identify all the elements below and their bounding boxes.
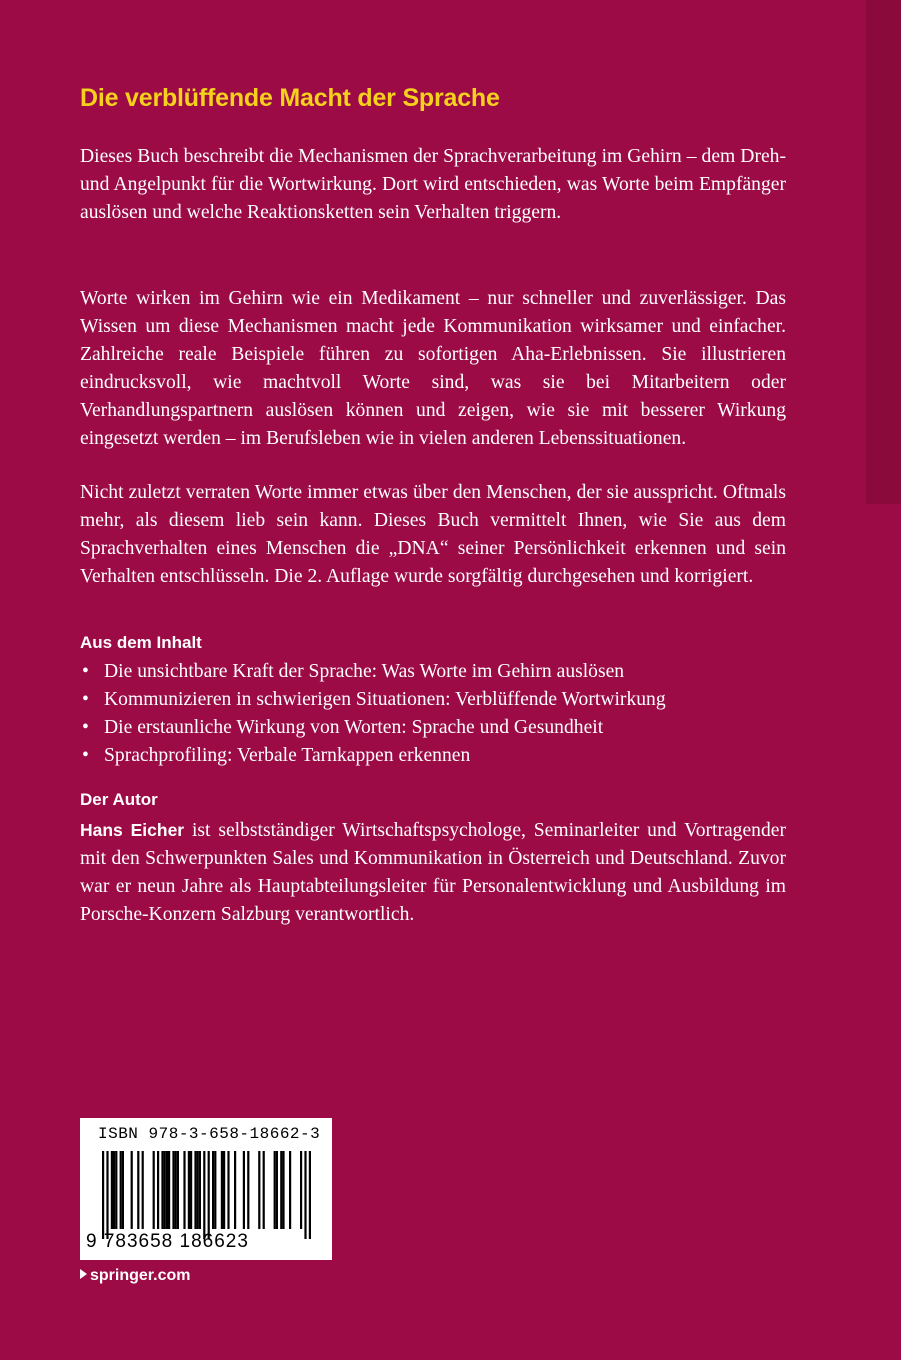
barcode-bar <box>208 1151 210 1239</box>
barcode-bar <box>106 1151 108 1239</box>
barcode-bar <box>188 1151 190 1229</box>
barcode-bar <box>214 1151 216 1229</box>
isbn-barcode <box>80 1118 332 1260</box>
list-item-text: Sprachprofiling: Verbale Tarnkappen erkennen <box>104 745 471 766</box>
barcode-bar <box>197 1151 199 1229</box>
barcode-bar <box>274 1151 276 1229</box>
barcode-bar <box>247 1151 249 1229</box>
barcode-bar <box>161 1151 163 1229</box>
barcode-bar <box>243 1151 245 1229</box>
barcode-bar <box>122 1151 124 1229</box>
spine-strip <box>866 0 901 504</box>
author-name: Hans Eicher <box>80 820 185 840</box>
barcode-bar <box>177 1151 179 1229</box>
barcode-bar <box>172 1151 174 1229</box>
list-item-text: Die erstaunliche Wirkung von Worten: Sprache und Gesundheit <box>104 717 604 738</box>
barcode-bar <box>212 1151 214 1229</box>
barcode-bar <box>120 1151 122 1229</box>
barcode-bar <box>153 1151 155 1229</box>
barcode-bar <box>300 1151 302 1229</box>
list-item-text: Kommunizieren in schwierigen Situationen: Verblüffende Wortwirkung <box>104 689 666 710</box>
list-item-text: Die unsichtbare Kraft der Sprache: Was Worte im Gehirn auslösen <box>104 661 625 682</box>
barcode-bar <box>115 1151 117 1229</box>
list-item <box>80 658 800 686</box>
barcode-bar <box>190 1151 192 1229</box>
blurb-paragraph-2: Worte wirken im Gehirn wie ein Medikament – nur schneller und zuverlässiger. Das Wissen um diese Mechanismen macht jede Kommunikation wirksamer und einfacher. Zahlreiche reale Beispiele führen zu sofortigen Aha-Erlebnissen. Sie illustrieren eindrucksvoll, wie machtvoll Worte sind, was sie bei Mitarbeitern oder Verhandlungspartnern auslösen können und zeigen, wie sie mit besserer Wirkung eingesetzt werden – im Berufsleben wie in vielen anderen Lebenssituationen. <box>80 288 786 449</box>
list-item <box>80 714 800 742</box>
arrow-right-icon <box>80 1269 87 1279</box>
barcode-bar <box>137 1151 139 1229</box>
barcode-bar <box>183 1151 185 1229</box>
barcode-bar <box>227 1151 229 1229</box>
barcode-bar <box>175 1151 177 1229</box>
barcode-bar <box>282 1151 284 1229</box>
barcode-bar <box>223 1151 225 1229</box>
bullet-icon: • <box>82 745 89 766</box>
blurb-paragraph-1: Dieses Buch beschreibt die Mechanismen der Sprachverarbeitung im Gehirn – dem Dreh- und Angelpunkt für die Wortwirkung. Dort wird entschieden, was Worte beim Empfänger auslösen und welche Reaktionsketten sein Verhalten triggern. <box>80 146 786 223</box>
list-item <box>80 686 800 714</box>
bullet-icon: • <box>82 689 89 710</box>
barcode-bar <box>221 1151 223 1229</box>
author-bio-text: ist selbstständiger Wirtschaftspsychologe, Seminarleiter und Vortragender mit den Schwerpunkten Sales und Kommunikation in Österreich und Deutschland. Zuvor war er neun Jahre als Hauptabteilungsleiter für Personalentwicklung und Ausbildung im Porsche-Konzern Salzburg verantwortlich. <box>80 820 786 925</box>
barcode-bar <box>276 1151 278 1229</box>
barcode-bar <box>289 1151 291 1229</box>
barcode-bar <box>164 1151 166 1229</box>
isbn-label: ISBN 978-3-658-18662-3 <box>98 1125 321 1143</box>
barcode-bar <box>258 1151 260 1229</box>
barcode-bar <box>234 1151 236 1229</box>
author-bio <box>80 816 786 929</box>
barcode-bar <box>203 1151 205 1239</box>
contents-list <box>80 658 800 770</box>
barcode-bar <box>113 1151 115 1229</box>
barcode-bar <box>304 1151 306 1239</box>
barcode-bar <box>111 1151 113 1229</box>
barcode-bar <box>199 1151 201 1229</box>
barcode-bar <box>280 1151 282 1229</box>
publisher-link[interactable] <box>80 1267 190 1285</box>
bullet-icon: • <box>82 717 89 738</box>
barcode-bar <box>168 1151 170 1229</box>
book-title: Die verblüffende Macht der Sprache <box>80 84 500 112</box>
publisher-link-text: springer.com <box>90 1267 191 1284</box>
barcode-bar <box>194 1151 196 1229</box>
barcode-bar <box>157 1151 159 1229</box>
barcode-bar <box>263 1151 265 1229</box>
contents-heading: Aus dem Inhalt <box>80 633 202 652</box>
barcode-bar <box>166 1151 168 1229</box>
barcode-bar <box>102 1151 104 1239</box>
barcode-bar <box>309 1151 311 1239</box>
barcode-digits: 9 783658 186623 <box>86 1231 249 1252</box>
list-item <box>80 742 800 770</box>
bullet-icon: • <box>82 661 89 682</box>
author-heading: Der Autor <box>80 790 158 809</box>
barcode-bar <box>131 1151 133 1229</box>
blurb-paragraph-3: Nicht zuletzt verraten Worte immer etwas über den Menschen, der sie ausspricht. Oftmals mehr, als diesem lieb sein kann. Dieses Buch vermittelt Ihnen, wie Sie aus dem Sprachverhalten eines Menschen die „DNA“ seiner Persönlichkeit erkennen und sein Verhalten entschlüsseln. Die 2. Auflage wurde sorgfältig durchgesehen und korrigiert. <box>80 482 786 587</box>
barcode-bar <box>142 1151 144 1229</box>
